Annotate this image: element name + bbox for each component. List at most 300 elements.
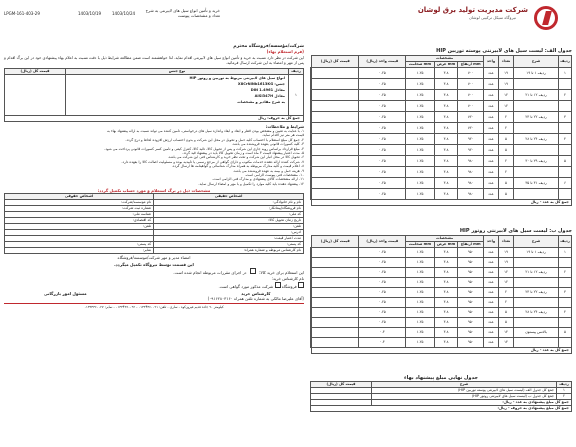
item-col-price: قیمت کل (ریال)	[5, 69, 66, 75]
vendor-field[interactable]: کد ملی:	[154, 212, 304, 218]
spec-cell: ۱.۲۵	[406, 156, 435, 167]
unit-price-field[interactable]	[312, 338, 359, 348]
unit-price-field[interactable]	[312, 101, 359, 112]
spec-total-row	[311, 200, 572, 206]
vendor-field[interactable]: نام فروشگاه/پیمانکار:	[154, 206, 304, 212]
final-sum-word-row	[311, 406, 572, 412]
spec-cell: ۱۹	[499, 79, 514, 90]
vendor-field[interactable]: تلفن:	[154, 224, 304, 230]
spec-cell: ۱.۲۵	[406, 134, 435, 145]
col-unit: واحد	[484, 56, 499, 68]
item-table	[4, 68, 304, 122]
item-line: انواع سیل های لابیرنتی مربوط به توربین و روتور HIP	[189, 76, 285, 80]
spec-cell: ۰.۲۵	[359, 288, 406, 298]
spec-cell: ردیف ۱۲ تا ۲۱	[514, 90, 559, 101]
vendor-field[interactable]: تلفن:	[5, 224, 154, 230]
spec-cell: عدد	[484, 178, 499, 189]
spec-cell	[514, 338, 559, 348]
total-price-field[interactable]	[311, 248, 312, 258]
checkbox-2[interactable]	[298, 282, 304, 288]
doc-subject: خرید و تأمین انواع سیل های لابیرنتی به شرح تعداد و مشخصات پیوست	[145, 8, 220, 18]
opts-row	[4, 282, 304, 289]
spec-cell: ۳.۸	[434, 298, 458, 308]
spec-cell: ۱.۲۵	[406, 338, 435, 348]
col-qty: تعداد	[499, 236, 514, 248]
vendor-field[interactable]: نمابر:	[5, 248, 154, 254]
spec-cell: ۹۵۰	[458, 298, 484, 308]
spec-cell: ۳.۸	[434, 288, 458, 298]
unit-price-field[interactable]	[312, 189, 359, 200]
spec-cell	[514, 145, 559, 156]
to-line: شرکت/مؤسسه/فروشگاه محترم	[233, 44, 304, 49]
spec-cell: ۱	[559, 248, 572, 258]
spec-cell: ردیف ۲۴ تا ۲۸	[514, 308, 559, 318]
total-price-field[interactable]	[311, 167, 312, 178]
spec-cell: ۱.۲۵	[406, 189, 435, 200]
sign-line: امضاء مدیر و مهر شرکت/موسسه/فروشگاه	[117, 255, 191, 261]
signature-row	[4, 291, 304, 301]
spec-cell: ۷۰۰	[458, 68, 484, 79]
unit-price-field[interactable]	[312, 308, 359, 318]
q3: نام کارشناس خرید:	[271, 276, 304, 282]
spec-cell: ۵	[499, 178, 514, 189]
unit-price-field[interactable]	[312, 298, 359, 308]
spec-cell: ردیف ۲۲ تا ۲۳	[514, 112, 559, 123]
spec-cell: ۳.۸	[434, 268, 458, 278]
vendor-col: اشخاص حقیقی	[154, 194, 304, 200]
spec-cell: ۹۵۰	[458, 338, 484, 348]
col-row: ردیف	[559, 56, 572, 68]
unit-price-field[interactable]	[312, 258, 359, 268]
spec-cell: ۱.۲۵	[406, 145, 435, 156]
spec-cell: عدد	[484, 68, 499, 79]
table-a-panel	[310, 48, 572, 206]
spec-row	[311, 79, 572, 90]
spec-cell	[514, 167, 559, 178]
unit-price-field[interactable]	[312, 178, 359, 189]
col-desc: شرح	[514, 56, 559, 68]
spec-cell: عدد	[484, 318, 499, 328]
spec-cell: ۳.۸	[434, 134, 458, 145]
spec-cell: ۳.۸	[434, 338, 458, 348]
item-total-label: جمع کل به حروف: ریال	[5, 116, 304, 122]
spec-row	[311, 248, 572, 258]
spec-cell	[559, 145, 572, 156]
col-total-price: قیمت کل (ریال)	[312, 56, 359, 68]
total-price-field[interactable]	[311, 268, 312, 278]
spec-cell: ۷۰۰	[458, 101, 484, 112]
spec-row	[311, 268, 572, 278]
spec-cell: ۰.۲۵	[359, 178, 406, 189]
spec-total-label: جمع کل به عدد - ریال	[312, 348, 572, 354]
spec-cell	[514, 298, 559, 308]
checkbox-3[interactable]	[275, 282, 281, 288]
spec-cell: ۵	[499, 318, 514, 328]
spec-cell: ردیف ۱ تا ۱۹	[514, 248, 559, 258]
checkbox-1[interactable]	[250, 268, 256, 274]
total-price-field[interactable]	[311, 112, 312, 123]
spec-cell: عدد	[484, 189, 499, 200]
item-line: جنس: X8CrNiNb1613KG	[237, 82, 285, 86]
unit-price-field[interactable]	[312, 278, 359, 288]
spec-row	[311, 288, 572, 298]
item-row-number: ۱	[289, 75, 304, 116]
vendor-row	[5, 248, 304, 254]
col-qty: تعداد	[499, 56, 514, 68]
total-price-field[interactable]	[311, 189, 312, 200]
table-b	[310, 235, 572, 354]
spec-row	[311, 338, 572, 348]
spec-cell: عدد	[484, 258, 499, 268]
spec-cell: ۹۲۰	[458, 134, 484, 145]
spec-cell: ۰.۲۵	[359, 101, 406, 112]
spec-cell: ۱۲	[499, 278, 514, 288]
vendor-field[interactable]: نام موسسه/شرکت:	[5, 200, 154, 206]
opt-note: مذکور مورد گواهی است.	[218, 284, 261, 290]
total-price-field[interactable]	[311, 318, 312, 328]
spec-row	[311, 167, 572, 178]
spec-cell: ۳.۸	[434, 79, 458, 90]
spec-cell: ۰.۲۵	[359, 156, 406, 167]
spec-cell: ۱.۲۵	[406, 90, 435, 101]
commerce-head: مسئول امور بازرگانی	[44, 291, 87, 297]
spec-cell	[559, 318, 572, 328]
q1	[4, 268, 304, 275]
spec-cell: ۱.۲۵	[406, 308, 435, 318]
unit-price-field[interactable]	[312, 156, 359, 167]
total-price-field[interactable]	[311, 68, 312, 79]
total-price-field[interactable]	[311, 156, 312, 167]
spec-cell: ۲	[499, 288, 514, 298]
spec-cell: ۰.۳	[359, 338, 406, 348]
spec-row	[311, 134, 572, 145]
unit-price-field[interactable]	[312, 123, 359, 134]
spec-cell: ۱.۲۵	[406, 101, 435, 112]
spec-cell: ۵	[559, 156, 572, 167]
vendor-field[interactable]: شماره ثبت شرکت:	[5, 206, 154, 212]
note-line: ۱۱- ارائه مشخصات کالای پیشنهادی و مدارک فنی الزامی است.	[212, 177, 304, 182]
notes-title: شرایط و ملاحظات:	[265, 124, 304, 129]
spec-cell: ۱.۲۵	[406, 248, 435, 258]
spec-cell: ۵	[499, 308, 514, 318]
spec-cell: ۳.۸	[434, 248, 458, 258]
vendor-field[interactable]: کد پستی:	[5, 242, 154, 248]
unit-price-field[interactable]	[312, 288, 359, 298]
spec-cell: ۱.۲۵	[406, 258, 435, 268]
spec-cell: ۲	[499, 112, 514, 123]
spec-cell	[514, 318, 559, 328]
col-group-spec: مشخصات	[406, 236, 484, 242]
spec-cell: ۹۵۰	[458, 258, 484, 268]
table-a	[310, 55, 572, 206]
spec-cell: ۱.۲۵	[406, 178, 435, 189]
spec-cell: ۰.۲۵	[359, 145, 406, 156]
total-price-field[interactable]	[311, 278, 312, 288]
unit-price-field[interactable]	[312, 68, 359, 79]
total-price-field[interactable]	[311, 308, 312, 318]
spec-cell: ۰.۲۵	[359, 268, 406, 278]
spec-cell: ۰.۳	[359, 328, 406, 338]
spec-row	[311, 112, 572, 123]
unit-price-field[interactable]	[312, 145, 359, 156]
spec-cell	[559, 101, 572, 112]
total-price-field[interactable]	[311, 79, 312, 90]
vendor-field[interactable]: نام کارشناس مربوطه و شماره همراه:	[154, 248, 304, 254]
spec-cell: ۱۴	[499, 328, 514, 338]
form-stamp: (فرم استعلام بهاء)	[266, 49, 304, 54]
spec-cell: ۱۹	[499, 258, 514, 268]
address: کیلومتر ۹۰ جاده قدیم فیروزکوه - ساری - تلفن: ۰۱۳۳۴۳۶۰۰۹۱ - ۰۱۳۳۴۳۶۰۰۹۲ - نمابر: ۰۱۳۳۳۳۶۰۰۲۷	[4, 303, 304, 310]
spec-row	[311, 123, 572, 134]
spec-cell: ۰.۲۵	[359, 167, 406, 178]
spec-row	[311, 308, 572, 318]
vendor-field[interactable]: کد اقتصادی:	[5, 218, 154, 224]
spec-cell	[514, 123, 559, 134]
note-line: ۱- با عنایت به تعیین و مشخص بودن قطر و ابعاد و ابعاد واندازه سیل های درخواستی، تأمین کننده می تواند نسبت به ارائه پیشنهاد بهاء به	[106, 129, 304, 133]
total-price-field[interactable]	[311, 145, 312, 156]
spec-cell: ۱۲	[499, 90, 514, 101]
item-col-row: ردیف	[289, 69, 304, 75]
unit-price-field[interactable]	[312, 134, 359, 145]
spec-cell: ۱.۲۵	[406, 328, 435, 338]
note-line: ۸- اعلام قیمت و کلیه مدارک مربوطه به همراه مدارک شناسائی و گواهینامه ها ارسال گردد.	[171, 164, 304, 169]
spec-cell: ۱.۲۵	[406, 298, 435, 308]
item-price-field[interactable]	[5, 75, 66, 116]
final-col-row: ردیف	[557, 382, 572, 388]
spec-cell: ۱۹	[499, 248, 514, 258]
spec-cell: ۱.۲۵	[406, 123, 435, 134]
spec-cell	[559, 167, 572, 178]
spec-cell	[559, 258, 572, 268]
spec-cell: ۱.۲۵	[406, 318, 435, 328]
spec-cell: ۳.۸	[434, 112, 458, 123]
spec-cell: ۳.۸	[434, 318, 458, 328]
opt-company: شرکت	[261, 284, 274, 290]
spec-cell	[514, 278, 559, 288]
total-price-field[interactable]	[311, 123, 312, 134]
col-height: mm ارتفاع	[458, 242, 484, 248]
final-panel	[310, 375, 572, 412]
spec-cell: ردیف ۲۴ تا ۲۸	[514, 134, 559, 145]
vendor-field[interactable]: شناسه ملی:	[5, 212, 154, 218]
vendor-field[interactable]: مدت اعتبار قیمت:	[154, 236, 304, 242]
spec-cell: ۳.۸	[434, 328, 458, 338]
total-price-field[interactable]	[311, 288, 312, 298]
item-row	[5, 75, 304, 116]
total-price-field[interactable]	[311, 90, 312, 101]
col-width: mm عرض	[434, 242, 458, 248]
header-bar	[0, 0, 576, 44]
total-price-field[interactable]	[311, 298, 312, 308]
spec-cell: ۳.۸	[434, 101, 458, 112]
spec-cell	[559, 298, 572, 308]
spec-cell: ۰.۲۵	[359, 134, 406, 145]
q2-label: در اجرای مقررات مربوطه انجام شده است.	[173, 270, 247, 276]
spec-cell: ۳.۸	[434, 68, 458, 79]
opt-store: فروشگاه	[281, 284, 297, 290]
spec-cell: عدد	[484, 101, 499, 112]
company-logo-icon	[534, 6, 558, 30]
total-price-field[interactable]	[311, 338, 312, 348]
item-line: به شرح مقادیر و مشخصات	[237, 100, 285, 104]
spec-cell: ردیف ۱۲ تا ۲۱	[514, 268, 559, 278]
final-sum-num: جمع کل مبلغ پیشنهادی به عدد - ریال:	[372, 400, 572, 406]
spec-cell: ۲	[499, 156, 514, 167]
total-price-field[interactable]	[311, 328, 312, 338]
vendor-field[interactable]: آدرس:	[154, 230, 304, 236]
spec-cell: ۵	[499, 145, 514, 156]
item-description	[66, 75, 289, 116]
unit-price-field[interactable]	[312, 90, 359, 101]
spec-cell: ۹۵۰	[458, 248, 484, 258]
spec-cell: ۱.۲۵	[406, 68, 435, 79]
spec-row	[311, 328, 572, 338]
doc-date-1: 1403/10/19	[78, 11, 102, 16]
spec-cell: عدد	[484, 145, 499, 156]
spec-cell: عدد	[484, 248, 499, 258]
spec-cell: ۳.۸	[434, 178, 458, 189]
spec-cell: ۳.۸	[434, 90, 458, 101]
spec-cell: ۳.۸	[434, 278, 458, 288]
spec-cell: عدد	[484, 278, 499, 288]
unit-price-field[interactable]	[312, 167, 359, 178]
spec-cell: ۴	[559, 308, 572, 318]
spec-cell: ۹۵۰	[458, 278, 484, 288]
note-line: قیمت هر متر نیز اقدام نماید.	[262, 133, 304, 138]
note-line: ۹- هزینه حمل و بیمه به عهده فروشنده می باشد.	[232, 168, 304, 173]
spec-cell: بالانس پیستون	[514, 328, 559, 338]
col-thickness: mm ضخامت	[406, 242, 435, 248]
spec-cell: ۳	[559, 288, 572, 298]
spec-cell: عدد	[484, 328, 499, 338]
company-name: شرکت مدیریت تولید برق لوشان	[417, 6, 528, 14]
spec-cell: ۹۲۰	[458, 145, 484, 156]
col-group-spec: مشخصات	[406, 56, 484, 62]
spec-cell: ۹۵۰	[458, 268, 484, 278]
spec-cell	[559, 189, 572, 200]
company-tagline: نیروگاه سیکل ترکیبی لوشان	[468, 15, 516, 20]
spec-cell: ۹۵۰	[458, 288, 484, 298]
note-line: ۲- جمع کل مبلغ استعلام با احتساب کلیه حمل و تحویل در محل این شرکت و بدون احتساب ارزش افزوده لحاظ و درج گردد.	[125, 137, 304, 142]
vendor-field[interactable]: تاریخ زمان تحویل کالا:	[154, 218, 304, 224]
spec-cell: ۷۰۰	[458, 79, 484, 90]
spec-cell: ۳.۸	[434, 308, 458, 318]
spec-cell	[514, 258, 559, 268]
final-cell: ۲	[557, 394, 572, 400]
final-sum-word: جمع کل مبلغ پیشنهادی به حروف - ریال:	[311, 406, 572, 412]
spec-cell: عدد	[484, 298, 499, 308]
note-line: ۳- کلیه کسورات قانونی بعهده فروشنده می باشد.	[231, 142, 304, 147]
purchase-expert: کارشناس خرید	[241, 291, 271, 297]
spec-cell: ۵	[559, 328, 572, 338]
col-height: mm ارتفاع	[458, 62, 484, 68]
total-price-field[interactable]	[311, 178, 312, 189]
spec-row	[311, 298, 572, 308]
spec-cell: ۰.۲۵	[359, 248, 406, 258]
spec-cell: ۰.۲۵	[359, 68, 406, 79]
spec-cell: ۱.۲۵	[406, 278, 435, 288]
spec-cell: ۵	[499, 189, 514, 200]
spec-cell: ۰.۲۵	[359, 189, 406, 200]
spec-cell: ۷۰۰	[458, 90, 484, 101]
unit-price-field[interactable]	[312, 79, 359, 90]
spec-row	[311, 318, 572, 328]
table-a-title: جدول الف: لیست سیل های لابیرنتی پوسته توربین HIP	[436, 48, 572, 54]
spec-cell	[559, 123, 572, 134]
spec-cell: ۱.۲۵	[406, 79, 435, 90]
spec-row	[311, 145, 572, 156]
spec-cell: ۹۸۰	[458, 178, 484, 189]
spec-total-label: جمع کل به عدد - ریال	[312, 200, 572, 206]
spec-cell: ۰.۲۵	[359, 278, 406, 288]
vendor-table	[4, 193, 304, 254]
item-line: معادل DIN 1.4961	[250, 88, 285, 92]
item-total-row	[5, 116, 304, 122]
item-col-type: نوع جنس	[66, 69, 289, 75]
spec-cell: ۹۸۰	[458, 167, 484, 178]
spec-cell: عدد	[484, 288, 499, 298]
spec-cell: ۲	[559, 268, 572, 278]
spec-row	[311, 189, 572, 200]
unit-price-field[interactable]	[312, 248, 359, 258]
spec-cell: ۳.۸	[434, 156, 458, 167]
vendor-field[interactable]: نام و نام خانوادگی:	[154, 200, 304, 206]
spec-cell: ۰.۲۵	[359, 298, 406, 308]
spec-cell: ۲	[499, 167, 514, 178]
col-unit-price: قیمت واحد (ریال)	[359, 236, 406, 248]
col-unit: واحد	[484, 236, 499, 248]
spec-cell: ۰.۲۵	[359, 90, 406, 101]
spec-row	[311, 68, 572, 79]
spec-cell: ۱۲	[499, 101, 514, 112]
purchase-expert-phone: (آقای علیرضا مالکی به شماره تلفن همراه ۰۹۱۶۲۸۰۳۱۶۰)	[207, 296, 304, 302]
intro-text: این شرکت در نظر دارد نسبت به خرید و تأمین انواع سیل های لابیرنتی اقدام نماید. لذا خواهشمند است ضمن مطالعه شرایط ذیل با دقت نسبت به اعلام بهاء پیشنهادی خود در این برگ اقدام و پس از مهر و امضاء به این شرکت ارسال فرمائید.	[4, 55, 304, 65]
vendor-field[interactable]: کد پستی:	[154, 242, 304, 248]
unit-price-field[interactable]	[312, 328, 359, 338]
total-price-field[interactable]	[311, 134, 312, 145]
total-price-field[interactable]	[311, 258, 312, 268]
col-width: mm عرض	[434, 62, 458, 68]
spec-cell: ۰.۲۵	[359, 308, 406, 318]
col-unit-price: قیمت واحد (ریال)	[359, 56, 406, 68]
spec-row	[311, 90, 572, 101]
spec-cell: ۳.۸	[434, 123, 458, 134]
col-desc: شرح	[514, 236, 559, 248]
col-row: ردیف	[559, 236, 572, 248]
unit-price-field[interactable]	[312, 268, 359, 278]
final-table	[310, 381, 572, 412]
spec-cell: عدد	[484, 112, 499, 123]
spec-cell: ردیف ۲۹ تا ۳۰	[514, 156, 559, 167]
final-title: جدول نهایی مبلغ پیشنهاد بهاء	[404, 375, 478, 381]
doc-code: LPGM-161-403-29	[4, 11, 40, 16]
vendor-title: مشخصات ذیل در برگ استعلام و مورد حساب تکمیل گردد:	[97, 188, 211, 194]
note-line: ۴- مبلغ قرارداد براساس رویه جاری این شرکت و پس از تحویل کالا، تائید کالا، کنترل کیفی و تأمین کسر کسورات قانونی پرداخت می شود.	[104, 146, 304, 151]
spec-cell: ۳.۸	[434, 258, 458, 268]
total-price-field[interactable]	[311, 101, 312, 112]
spec-cell: عدد	[484, 268, 499, 278]
spec-cell: ۲	[559, 90, 572, 101]
note-line: ۱۰- مشخصات فنی پیوست الزامی است.	[244, 173, 304, 178]
unit-price-field[interactable]	[312, 318, 359, 328]
table-b-title: جدول ب: لیست سیل های لابیرنتی روتور HIP	[459, 228, 572, 234]
spec-cell: ۱۹	[499, 68, 514, 79]
spec-cell: عدد	[484, 79, 499, 90]
vendor-col: اشخاص حقوقی	[5, 194, 154, 200]
doc-date-2: 1403/10/24	[112, 11, 136, 16]
unit-price-field[interactable]	[312, 112, 359, 123]
spec-cell: عدد	[484, 134, 499, 145]
